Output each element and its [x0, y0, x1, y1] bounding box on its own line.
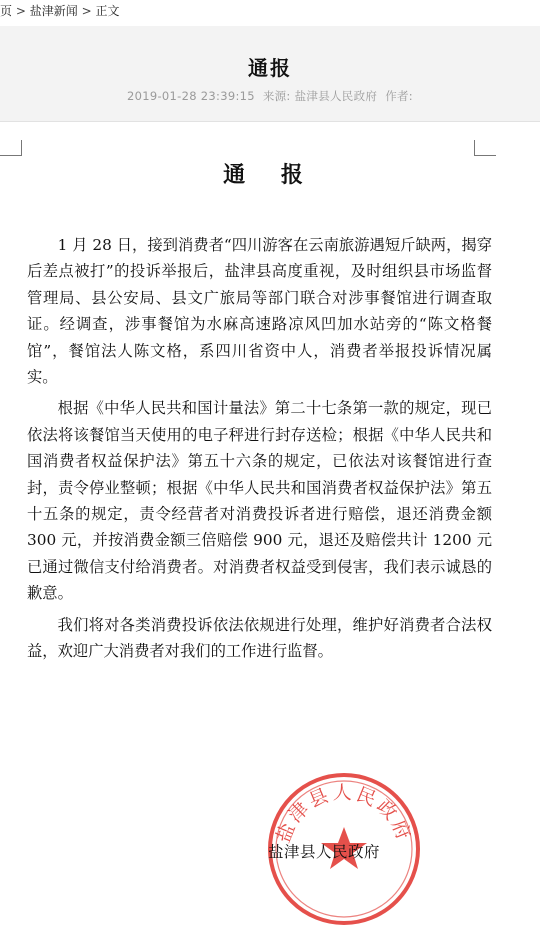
document-signer: 盐津县人民政府	[268, 843, 381, 861]
paragraph: 根据《中华人民共和国计量法》第二十七条第一款的规定，现已依法将该餐馆当天使用的电子秤进行封存送检；根据《中华人民共和国消费者权益保护法》第五十六条的规定，已依法对该餐馆进行查封，责令停业整顿；根据《中华人民共和国消费者权益保护法》第五十五条的规定，责令经营者对消费投诉者进行赔偿，退还消费金额 300 元，并按消费金额三倍赔偿 900 元，退还及赔偿共计 1200 元已通过微信支付给消费者。对消费者权益受到侵害，我们表示诚恳的歉意。	[27, 399, 492, 603]
crop-mark-left	[0, 140, 22, 156]
breadcrumb-item-home[interactable]: 页	[0, 4, 13, 18]
crop-mark-right	[474, 140, 496, 156]
article-title: 通报	[248, 56, 292, 80]
breadcrumb	[0, 0, 540, 26]
source-label: 来源:	[262, 89, 291, 103]
breadcrumb-item-news[interactable]: 盐津新闻	[29, 4, 78, 18]
article-meta	[0, 88, 540, 104]
article-datetime: 2019-01-28 23:39:15	[127, 89, 255, 103]
document-scan	[0, 122, 540, 865]
paragraph: 1 月 28 日，接到消费者“四川游客在云南旅游遇短斤缺两，揭穿后差点被打”的投诉举报后，盐津县高度重视，及时组织县市场监督管理局、县公安局、县文广旅局等部门联合对涉事餐馆进行调查取证。经调查，涉事餐馆为水麻高速路凉风凹加水站旁的“陈文格餐馆”，餐馆法人陈文格，系四川省资中人，消费者举报投诉情况属实。	[27, 236, 492, 387]
document-body	[27, 232, 492, 670]
article-source: 盐津县人民政府	[294, 89, 378, 103]
seal-text: 盐津县人民政府	[272, 781, 416, 847]
article-header	[0, 26, 540, 122]
breadcrumb-separator: >	[15, 4, 26, 18]
author-label: 作者:	[385, 89, 413, 103]
paragraph: 我们将对各类消费投诉依法依规进行处理，维护好消费者合法权益，欢迎广大消费者对我们的工作进行监督。	[27, 615, 492, 661]
document-title: 通 报	[223, 162, 317, 188]
breadcrumb-item-current: 正文	[95, 4, 120, 18]
breadcrumb-separator: >	[81, 4, 92, 18]
